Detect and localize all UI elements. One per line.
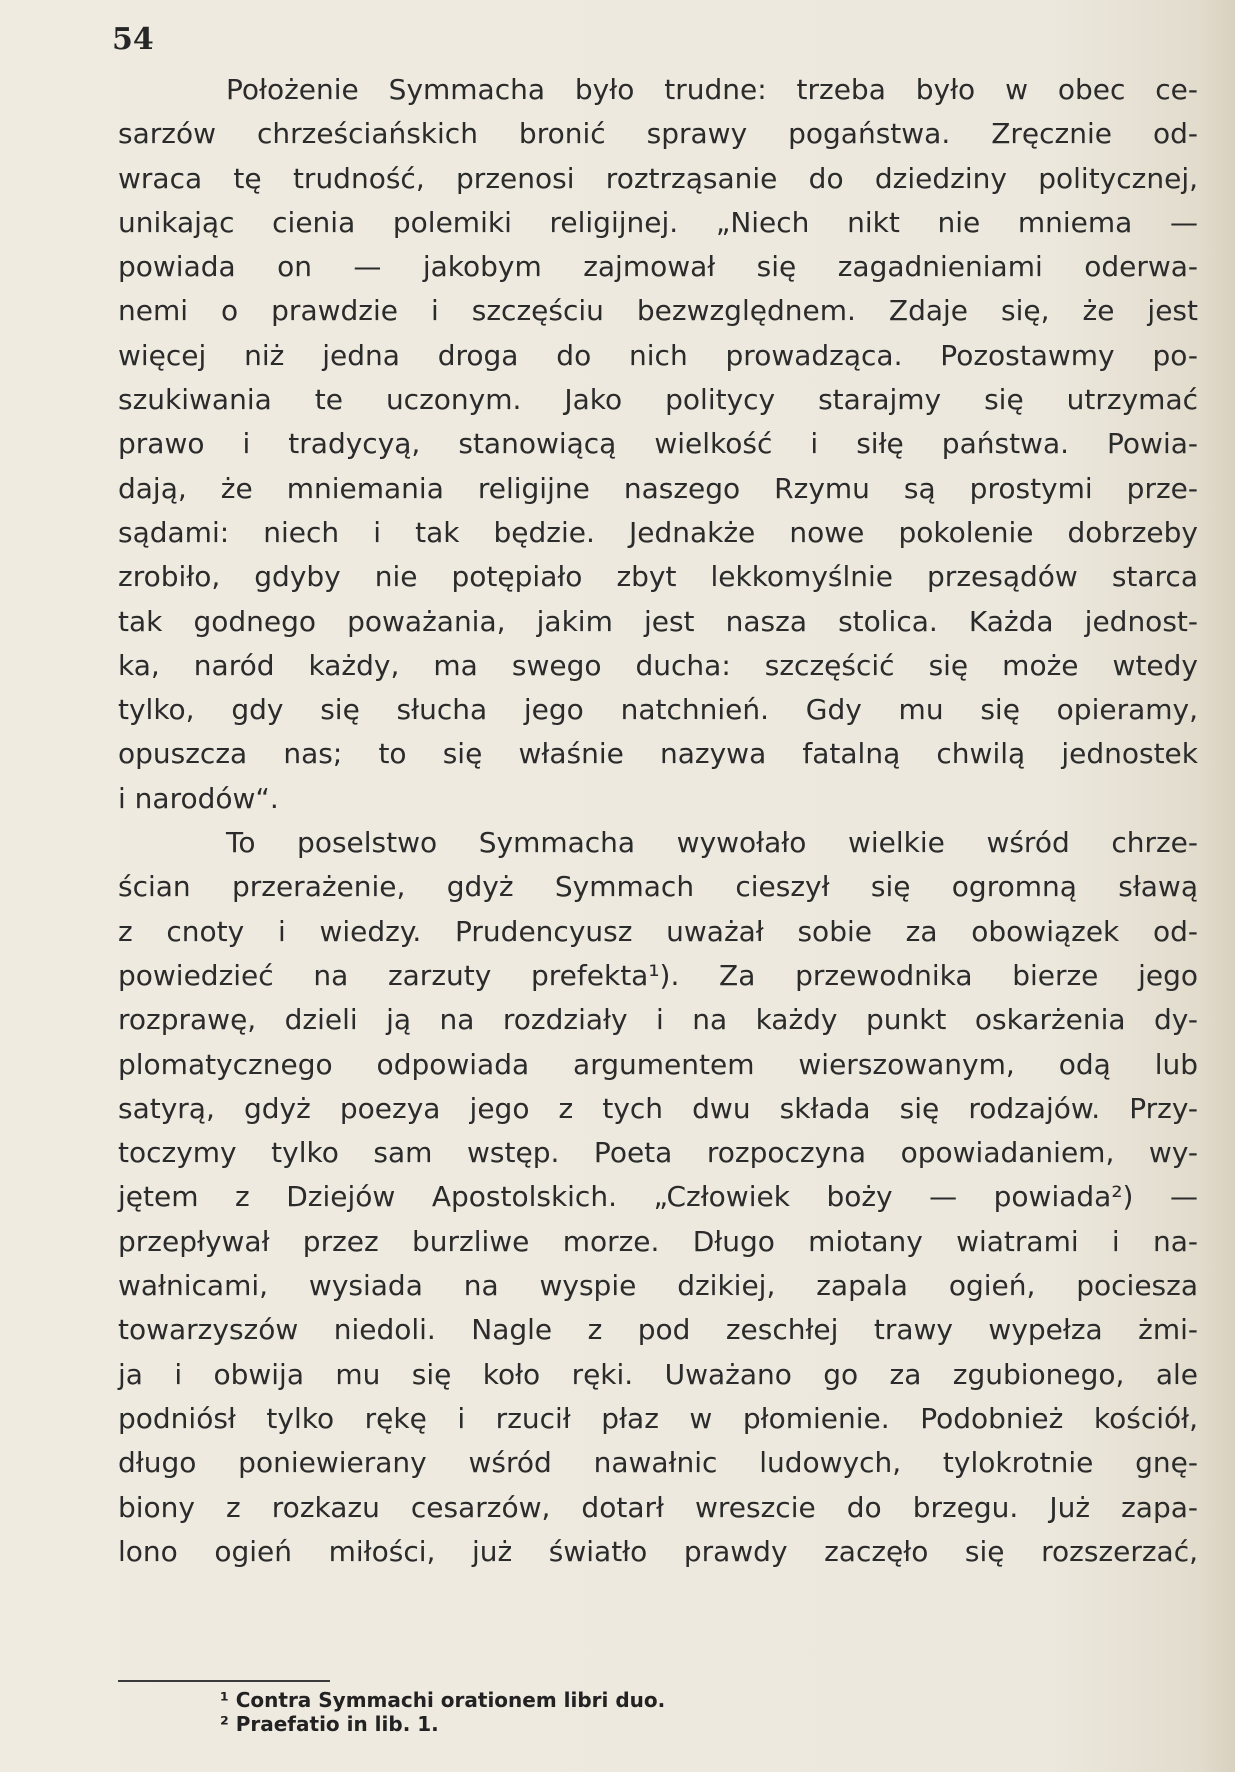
text-line: plomatycznego odpowiada argumentem wierszowanym, odą lub bbox=[118, 1047, 1198, 1081]
text-line: towarzyszów niedoli. Nagle z pod zeschłej trawy wypełza żmi- bbox=[118, 1313, 1198, 1347]
text-line: To poselstwo Symmacha wywołało wielkie wśród chrze- bbox=[226, 826, 1198, 860]
text-line: szukiwania te uczonym. Jako politycy starajmy się utrzymać bbox=[118, 383, 1198, 417]
text-line: wałnicami, wysiada na wyspie dzikiej, zapala ogień, pociesza bbox=[118, 1269, 1198, 1303]
footnote: ² Praefatio in lib. 1. bbox=[220, 1712, 439, 1736]
text-line: więcej niż jedna droga do nich prowadząca. Pozostawmy po- bbox=[118, 338, 1198, 372]
text-line: satyrą, gdyż poezya jego z tych dwu składa się rodzajów. Przy- bbox=[118, 1091, 1198, 1125]
text-line: Położenie Symmacha było trudne: trzeba było w obec ce- bbox=[226, 73, 1198, 106]
text-line: tak godnego poważania, jakim jest nasza stolica. Każda jednost- bbox=[118, 604, 1198, 638]
text-line: z cnoty i wiedzy. Prudencyusz uważał sobie za obowiązek od- bbox=[118, 914, 1198, 948]
footnote-divider bbox=[118, 1680, 330, 1682]
text-line: tylko, gdy się słucha jego natchnień. Gdy mu się opieramy, bbox=[118, 693, 1198, 727]
text-line: ścian przerażenie, gdyż Symmach cieszył się ogromną sławą bbox=[118, 870, 1198, 904]
page-number: 54 bbox=[112, 22, 154, 57]
text-line: ka, naród każdy, ma swego ducha: szczęścić się może wtedy bbox=[118, 648, 1198, 682]
text-line: prawo i tradycyą, stanowiącą wielkość i siłę państwa. Powia- bbox=[118, 427, 1198, 461]
text-line: dają, że mniemania religijne naszego Rzymu są prostymi prze- bbox=[118, 471, 1198, 505]
text-line: toczymy tylko sam wstęp. Poeta rozpoczyna opowiadaniem, wy- bbox=[118, 1136, 1198, 1170]
text-line: jętem z Dziejów Apostolskich. „Człowiek boży — powiada²) — bbox=[118, 1180, 1198, 1214]
text-line: zrobiło, gdyby nie potępiało zbyt lekkomyślnie przesądów starca bbox=[118, 560, 1198, 594]
text-line: powiada on — jakobym zajmował się zagadnieniami oderwa- bbox=[118, 250, 1198, 284]
text-line: biony z rozkazu cesarzów, dotarł wreszcie do brzegu. Już zapa- bbox=[118, 1490, 1198, 1524]
text-line: sądami: niech i tak będzie. Jednakże nowe pokolenie dobrzeby bbox=[118, 515, 1198, 549]
text-line: nemi o prawdzie i szczęściu bezwzględnem. Zdaje się, że jest bbox=[118, 294, 1198, 328]
text-line: wraca tę trudność, przenosi roztrząsanie do dziedziny politycznej, bbox=[118, 161, 1198, 195]
text-line: unikając cienia polemiki religijnej. „Niech nikt nie mniema — bbox=[118, 205, 1198, 239]
text-line: lono ogień miłości, już światło prawdy zaczęło się rozszerzać, bbox=[118, 1534, 1198, 1568]
text-line: podniósł tylko rękę i rzucił płaz w płomienie. Podobnież kościół, bbox=[118, 1401, 1198, 1435]
text-line: i narodów“. bbox=[118, 781, 279, 815]
text-line: opuszcza nas; to się właśnie nazywa fatalną chwilą jednostek bbox=[118, 737, 1198, 771]
text-line: przepływał przez burzliwe morze. Długo miotany wiatrami i na- bbox=[118, 1224, 1198, 1258]
text-line: powiedzieć na zarzuty prefekta¹). Za przewodnika bierze jego bbox=[118, 958, 1198, 992]
text-line: rozprawę, dzieli ją na rozdziały i na każdy punkt oskarżenia dy- bbox=[118, 1003, 1198, 1037]
text-line: sarzów chrześciańskich bronić sprawy pogaństwa. Zręcznie od- bbox=[118, 117, 1198, 151]
text-line: długo poniewierany wśród nawałnic ludowych, tylokrotnie gnę- bbox=[118, 1446, 1198, 1480]
footnotes bbox=[220, 1688, 665, 1736]
body-text bbox=[118, 68, 1198, 1574]
text-line: ja i obwija mu się koło ręki. Uważano go za zgubionego, ale bbox=[118, 1357, 1198, 1391]
footnote: ¹ Contra Symmachi orationem libri duo. bbox=[220, 1688, 666, 1712]
